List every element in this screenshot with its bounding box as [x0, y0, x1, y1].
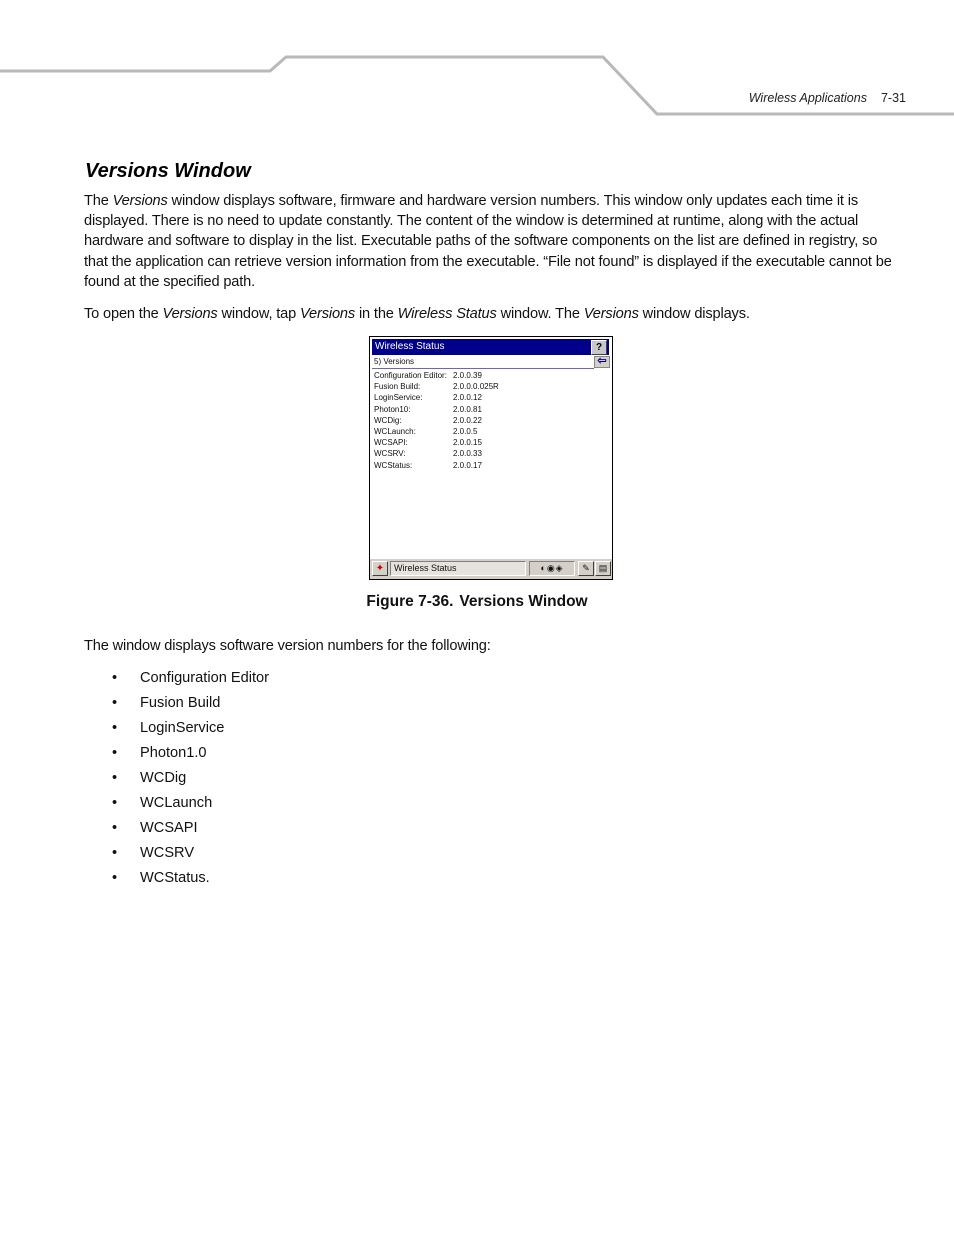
version-component: WCStatus:	[374, 460, 413, 470]
version-row	[373, 392, 603, 403]
page-subheader: 5) Versions	[372, 356, 594, 369]
version-number: 2.0.0.5	[453, 426, 478, 436]
figure-caption: Figure 7-36. Versions Window	[366, 593, 588, 610]
input-panel-icon[interactable]: ✎	[578, 561, 594, 576]
version-number: 2.0.0.15	[453, 438, 482, 448]
version-component: WCDig:	[374, 415, 402, 425]
title-bar	[372, 339, 609, 355]
version-component: Photon10:	[374, 404, 411, 414]
version-number: 2.0.0.22	[453, 415, 482, 425]
version-row	[373, 437, 603, 448]
version-component: Fusion Build:	[374, 382, 421, 392]
version-number: 2.0.0.17	[453, 460, 482, 470]
versions-list	[373, 370, 603, 471]
list-item: • Photon1.0	[112, 743, 269, 768]
running-header	[749, 91, 906, 105]
intro-paragraph: The Versions window displays software, firmware and hardware version numbers. This window only updates each time it is displayed. There is no need to update constantly. The content of the window is determined at runtime, along with the actual hardware and software to display in the list. Executable paths of the software components on the list are defined in registry, so that the application can retrieve version information from the executable. “File not found” is displayed if the executable cannot be found at the specified path.	[84, 193, 892, 290]
start-button-icon[interactable]: ✦	[372, 561, 388, 576]
version-component: WCSRV:	[374, 449, 406, 459]
list-item: • WCDig	[112, 768, 269, 793]
page-number: 7-31	[880, 91, 906, 105]
version-component: WCLaunch:	[374, 426, 416, 436]
version-number: 2.0.0.0.025R	[453, 382, 499, 392]
component-list	[112, 668, 269, 893]
open-instructions: To open the Versions window, tap Versions in the Wireless Status window. The Versions window displays.	[84, 306, 750, 322]
version-component: WCSAPI:	[374, 438, 408, 448]
version-row	[373, 415, 603, 426]
list-item: • WCSRV	[112, 843, 269, 868]
section-heading: Versions Window	[85, 160, 251, 182]
version-number: 2.0.0.12	[453, 393, 482, 403]
taskbar-task-button[interactable]: Wireless Status	[390, 561, 526, 576]
version-row	[373, 370, 603, 381]
version-row	[373, 404, 603, 415]
version-number: 2.0.0.33	[453, 449, 482, 459]
list-item: • LoginService	[112, 718, 269, 743]
list-item: • WCSAPI	[112, 818, 269, 843]
system-tray-icons[interactable]: ◐◉◈	[529, 561, 575, 576]
header-section: Wireless Applications	[748, 91, 867, 105]
list-item: • Configuration Editor	[112, 668, 269, 693]
version-component: LoginService:	[374, 393, 423, 403]
version-row	[373, 426, 603, 437]
version-number: 2.0.0.39	[453, 371, 482, 380]
taskbar	[370, 558, 612, 579]
help-button[interactable]: ?	[591, 340, 607, 355]
versions-window-screenshot	[369, 336, 613, 580]
window-title: Wireless Status	[375, 341, 445, 352]
version-row	[373, 448, 603, 459]
list-intro: The window displays software version numbers for the following:	[84, 638, 491, 654]
version-row	[373, 381, 603, 392]
back-arrow-icon[interactable]: ⇦	[594, 356, 610, 368]
desktop-switch-icon[interactable]: ▤	[595, 561, 611, 576]
version-row	[373, 460, 603, 471]
list-item: • Fusion Build	[112, 693, 269, 718]
list-item: • WCStatus.	[112, 868, 269, 893]
list-item: • WCLaunch	[112, 793, 269, 818]
version-number: 2.0.0.81	[453, 404, 482, 414]
version-component: Configuration Editor:	[374, 371, 447, 380]
